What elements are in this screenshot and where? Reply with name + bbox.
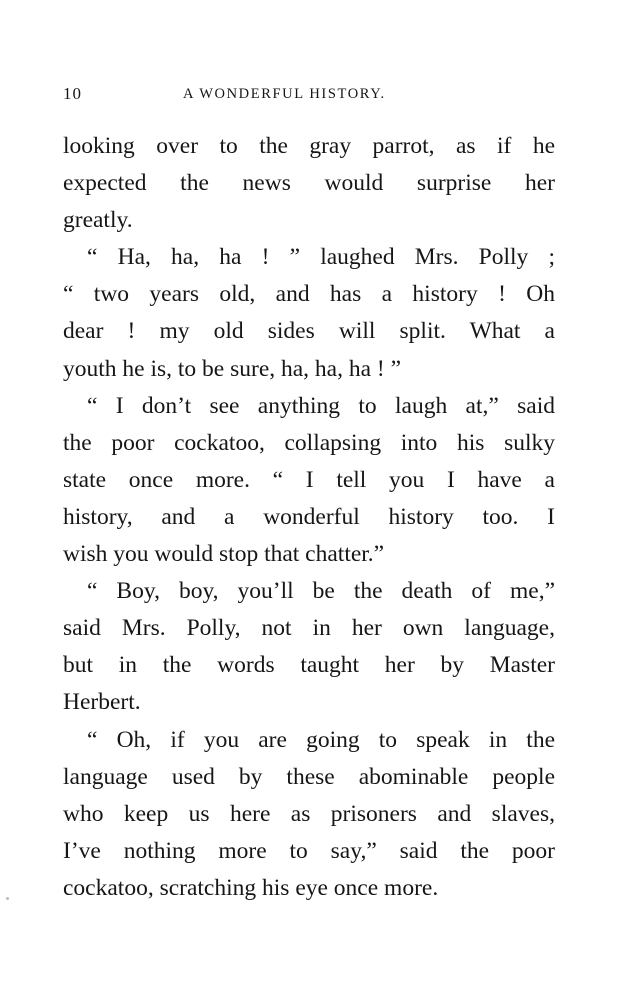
paragraph: [63, 573, 555, 721]
paragraph: [63, 128, 555, 239]
text-line: I’ve nothing more to say,” said the poor: [63, 837, 555, 864]
text-line: “ I don’t see anything to laugh at,” said: [87, 392, 555, 419]
text-line: expected the news would surprise her: [63, 170, 555, 197]
text-line: dear ! my old sides will split. What a: [63, 318, 555, 345]
text-line: said Mrs. Polly, not in her own language,: [63, 615, 555, 642]
paragraph: [63, 722, 555, 907]
page-number: 10: [63, 84, 82, 103]
text-line: the poor cockatoo, collapsing into his sulky: [63, 429, 555, 456]
text-line: who keep us here as prisoners and slaves,: [63, 800, 555, 827]
text-line: Herbert.: [63, 689, 141, 716]
text-line: history, and a wonderful history too. I: [63, 503, 555, 530]
text-line: greatly.: [63, 207, 133, 234]
text-line: youth he is, to be sure, ha, ha, ha ! ”: [63, 355, 402, 382]
text-line: “ Oh, if you are going to speak in the: [87, 726, 555, 753]
text-line: but in the words taught her by Master: [63, 652, 555, 679]
text-line: state once more. “ I tell you I have a: [63, 466, 555, 493]
paragraph: [63, 388, 555, 573]
text-line: wish you would stop that chatter.”: [63, 541, 385, 568]
body-text: [63, 128, 555, 907]
running-title: A WONDERFUL HISTORY.: [183, 86, 386, 102]
running-header: [0, 84, 618, 110]
text-line: cockatoo, scratching his eye once more.: [63, 874, 439, 901]
paper-speck: [6, 897, 9, 900]
text-line: looking over to the gray parrot, as if he: [63, 133, 555, 159]
text-line: “ two years old, and has a history ! Oh: [63, 281, 555, 308]
text-line: language used by these abominable people: [63, 763, 555, 790]
text-line: “ Boy, boy, you’ll be the death of me,”: [87, 578, 555, 605]
text-line: “ Ha, ha, ha ! ” laughed Mrs. Polly ;: [87, 244, 555, 271]
paragraph: [63, 239, 555, 387]
